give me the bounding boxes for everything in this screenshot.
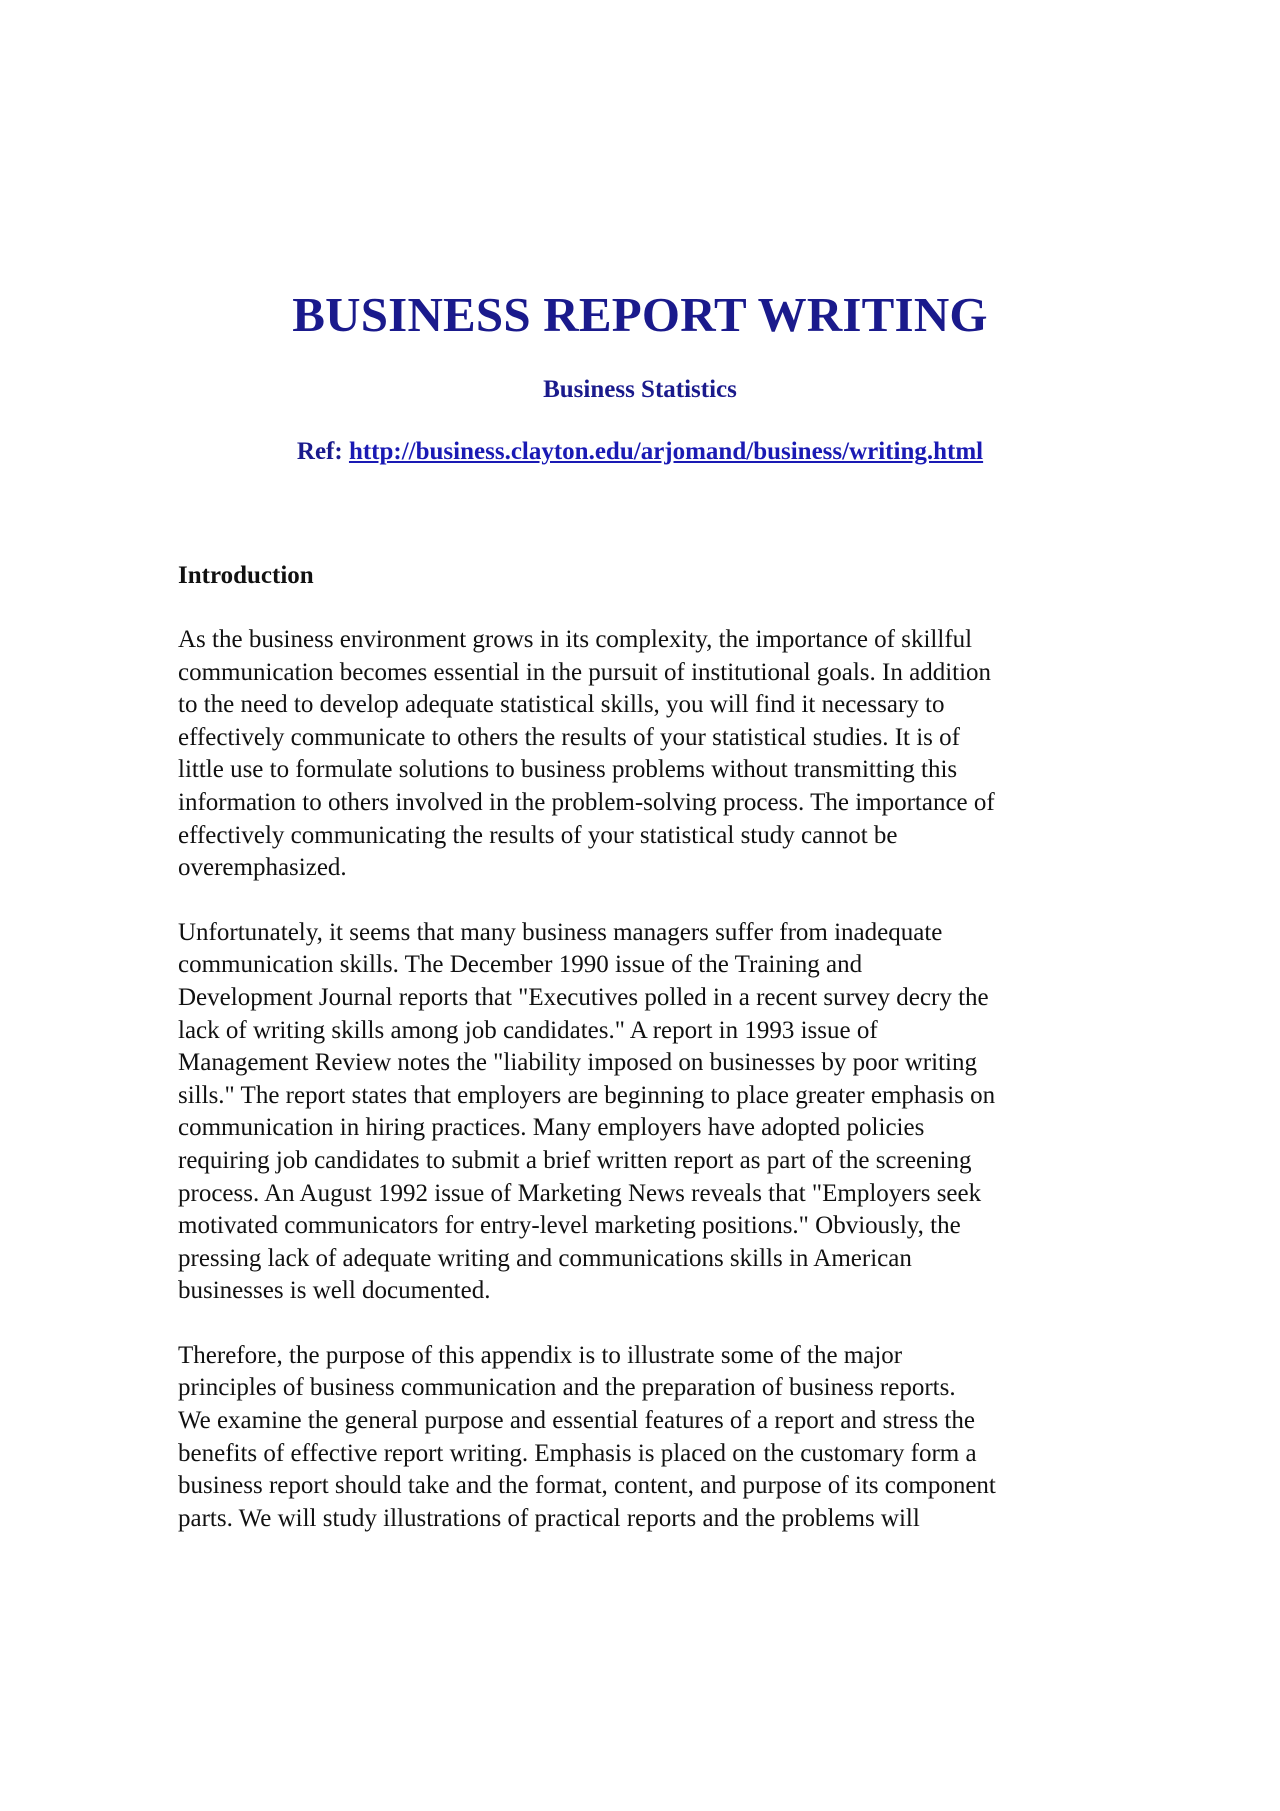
- text-line: As the business environment grows in its complexity, the importance of skillful: [178, 626, 973, 653]
- text-line: communication skills. The December 1990 issue of the Training and: [178, 951, 863, 979]
- text-line: communication in hiring practices. Many employers have adopted policies: [178, 1114, 925, 1142]
- text-line: benefits of effective report writing. Emphasis is placed on the customary form a: [178, 1439, 977, 1467]
- reference-link[interactable]: http://business.clayton.edu/arjomand/business/writing.html: [348, 438, 984, 465]
- text-line: information to others involved in the problem-solving process. The importance of: [178, 788, 995, 816]
- text-line: business report should take and the format, content, and purpose of its component: [178, 1472, 996, 1500]
- text-line: effectively communicating the results of your statistical study cannot be: [178, 821, 898, 849]
- document-subtitle: Business Statistics: [543, 376, 737, 403]
- text-line: principles of business communication and the preparation of business reports.: [178, 1374, 956, 1402]
- document-body: [178, 560, 1118, 1567]
- text-line: Development Journal reports that "Executives polled in a recent survey decry the: [178, 983, 989, 1011]
- text-line: motivated communicators for entry-level marketing positions." Obviously, the: [178, 1212, 961, 1240]
- text-line: requiring job candidates to submit a brief written report as part of the screening: [178, 1146, 972, 1174]
- text-line: process. An August 1992 issue of Marketing News reveals that "Employers seek: [178, 1179, 982, 1207]
- paragraph: [178, 917, 1118, 1308]
- text-line: little use to formulate solutions to business problems without transmitting this: [178, 756, 958, 784]
- text-line: overemphasized.: [178, 854, 347, 882]
- text-line: Therefore, the purpose of this appendix is to illustrate some of the major: [178, 1341, 903, 1369]
- text-line: lack of writing skills among job candidates." A report in 1993 issue of: [178, 1016, 878, 1044]
- text-line: Management Review notes the "liability imposed on businesses by poor writing: [178, 1049, 977, 1077]
- reference-label: Ref:: [296, 438, 349, 465]
- section-heading-introduction: Introduction: [178, 562, 314, 589]
- text-line: pressing lack of adequate writing and communications skills in American: [178, 1244, 912, 1272]
- text-line: Unfortunately, it seems that many business managers suffer from inadequate: [178, 918, 943, 946]
- reference-line: [0, 436, 1280, 468]
- text-line: effectively communicate to others the results of your statistical studies. It is of: [178, 723, 960, 751]
- paragraph: [178, 1340, 1118, 1536]
- text-line: businesses is well documented.: [178, 1277, 491, 1305]
- text-line: sills." The report states that employers are beginning to place greater emphasis on: [178, 1081, 996, 1109]
- text-line: communication becomes essential in the pursuit of institutional goals. In addition: [178, 658, 992, 686]
- text-line: parts. We will study illustrations of practical reports and the problems will: [178, 1504, 920, 1532]
- text-line: to the need to develop adequate statistical skills, you will find it necessary to: [178, 691, 945, 719]
- paragraph: [178, 624, 1118, 885]
- text-line: We examine the general purpose and essential features of a report and stress the: [178, 1407, 975, 1435]
- document-title: BUSINESS REPORT WRITING: [292, 287, 988, 342]
